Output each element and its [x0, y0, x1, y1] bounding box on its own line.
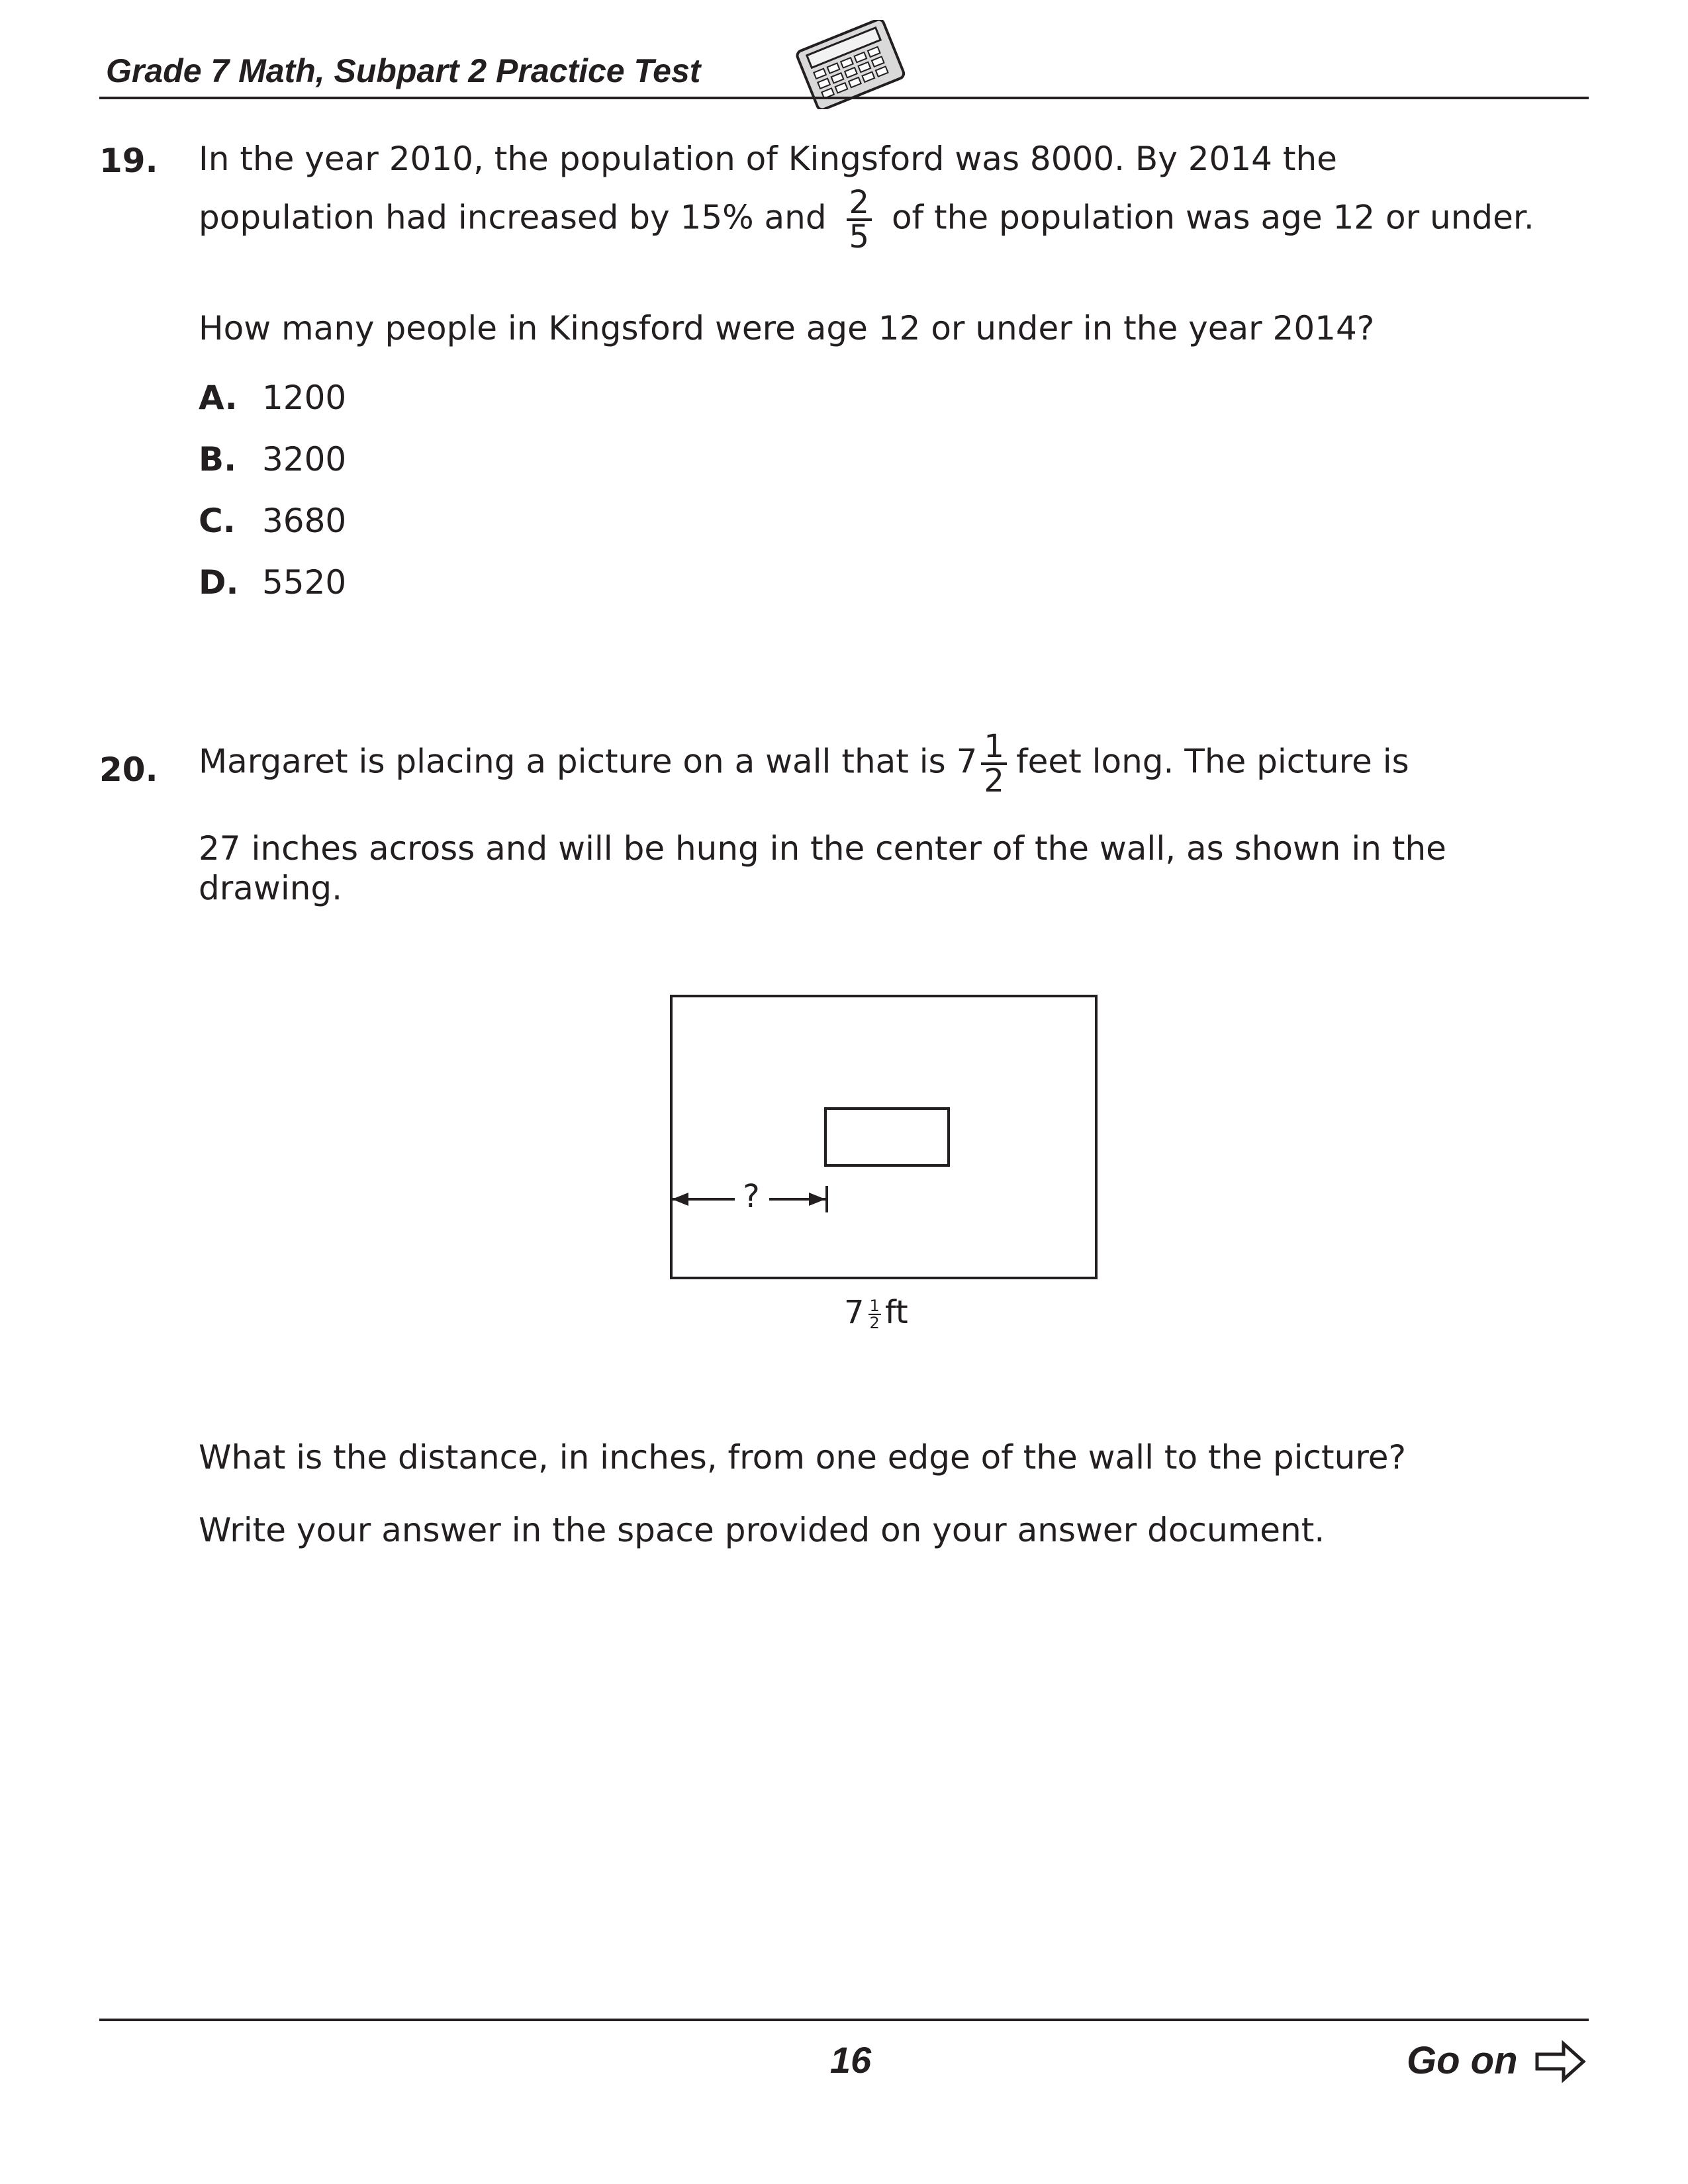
fraction-denominator: 2 [984, 762, 1004, 799]
answer-choice-c[interactable] [199, 502, 346, 540]
question-19-line-2 [199, 184, 1534, 255]
question-20-line-1 [199, 728, 1409, 799]
wall-length-whole: 7 [844, 1294, 865, 1331]
wall-length-fraction [868, 1298, 881, 1331]
question-20-number: 20. [99, 751, 158, 789]
fraction-numerator: 1 [981, 731, 1007, 765]
fraction-denominator: 5 [849, 218, 870, 255]
picture-rectangle [824, 1107, 950, 1167]
question-20-instruction: Write your answer in the space provided on your answer document. [199, 1511, 1325, 1549]
choice-value: 3680 [262, 502, 347, 540]
choice-letter: B. [199, 440, 237, 478]
fraction-denominator: 2 [869, 1314, 880, 1332]
choice-value: 5520 [262, 563, 347, 602]
answer-choice-d[interactable] [199, 563, 346, 602]
choice-value: 3200 [262, 440, 347, 478]
question-20-line-2: 27 inches across and will be hung in the center of the wall, as shown in the [199, 829, 1446, 868]
question-20-prompt: What is the distance, in inches, from one edge of the wall to the picture? [199, 1438, 1407, 1477]
wall-length-unit: ft [884, 1294, 908, 1331]
page-number: 16 [829, 2039, 872, 2081]
answer-choice-b[interactable] [199, 440, 346, 478]
choice-letter: C. [199, 502, 236, 540]
question-20-line-3: drawing. [199, 869, 343, 907]
question-19-number: 19. [99, 142, 158, 180]
fraction-numerator: 1 [869, 1297, 880, 1315]
question-19-line-1: In the year 2010, the population of Kingsford was 8000. By 2014 the [199, 140, 1337, 178]
question-19-prompt: How many people in Kingsford were age 12 or under in the year 2014? [199, 309, 1375, 347]
choice-value: 1200 [262, 379, 347, 417]
question-20-fraction [981, 728, 1007, 799]
calculator-icon [791, 20, 910, 109]
footer-rule [99, 2019, 1589, 2021]
answer-choice-a[interactable] [199, 379, 346, 417]
question-19-line-2-start: population had increased by 15% and [199, 198, 827, 237]
question-20-line-1-end: feet long. The picture is [1015, 742, 1409, 781]
question-20-line-1-start: Margaret is placing a picture on a wall that is 7 [199, 742, 978, 781]
question-19-line-2-end: of the population was age 12 or under. [891, 198, 1534, 237]
wall-length-label [844, 1294, 908, 1331]
header-rule [99, 97, 1589, 99]
right-arrow-icon [1534, 2038, 1587, 2085]
go-on-label: Go on [1407, 2039, 1518, 2082]
question-19-fraction [847, 184, 872, 255]
unknown-distance-label: ? [743, 1178, 760, 1215]
fraction-numerator: 2 [847, 187, 872, 221]
header-title: Grade 7 Math, Subpart 2 Practice Test [106, 52, 701, 89]
choice-letter: A. [199, 379, 238, 417]
choice-letter: D. [199, 563, 239, 602]
